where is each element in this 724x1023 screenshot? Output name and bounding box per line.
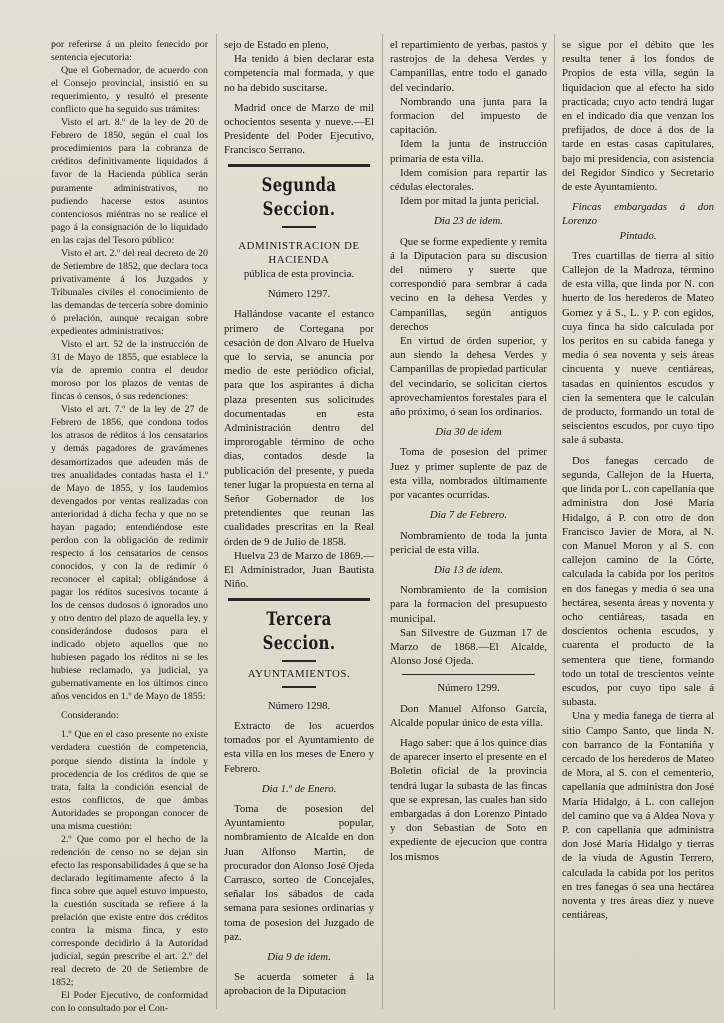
paragraph: Nombramiento de la comision para la formacion del presupuesto municipal. [390,584,547,625]
notice-number: Número 1298. [267,699,331,712]
section-title: Tercera Seccion. [262,607,336,654]
column-rule [216,34,217,1009]
column-rule [554,34,555,1009]
ayuntamientos-title: AYUNTAMIENTOS. [247,667,351,680]
paragraph: Visto el art. 52 de la instrucción de 31 de Mayo de 1855, que establece la vía de apremio contra el deudor moroso por los plazos de ventas de fincas ó censos, ó sus redenciones: [51,339,208,403]
paragraph: Dos fanegas cercado de segunda, Callejon de la Huerta, que linda por L. con capellanía que administra don José María Hidalgo, á P. con otro de don Francisco Javier de Mora, al N. con Manuel Moron y al S. con callejon camino de la Córte, calculada la cabida por los peritos en dos fanegas y media ó sea una hectárea, sesenta áreas y noventa y ocho centiáreas, tasada en doscientos ochenta escudos, y cuarenta el producto de la sementera que tiene, formando todo un total de trescientos veinte escudos, por cuyo tipo sale á subasta. [562,454,714,709]
signature-paragraph: Huelva 23 de Marzo de 1869.—El Administrador, Juan Bautista Niño. [224,549,374,591]
divider [282,660,316,662]
paragraph: Ha tenido á bien declarar esta competencia mal formada, y que no ha debido suscitarse. [224,53,374,94]
paragraph: Extracto de los acuerdos tomados por el Ayuntamiento de esta villa en los meses de Enero y Febrero. [224,719,374,775]
date-heading: Dia 13 de idem. [434,563,503,576]
section-rule [228,164,370,167]
paragraph: Visto el art. 2.º del real decreto de 20 de Setiembre de 1852, que declara toca privativamente á los Juzgados y Tribunales civiles el conocimiento de las demandas de tercería sobre dominio ó prelación, aunque recaigan sobre expedientes administrativos: [51,247,208,338]
paragraph: Idem comision para repartir las cédulas electorales. [390,166,547,194]
paragraph: 1.º Que en el caso presente no existe verdadera cuestión de competencia, porque siendo distinta la índole y procedencia de los créditos de que se trata, falta la condición esencial de estos conflictos, de que ámbas Autoridades se propongan conocer de una misma cuestión: [51,729,208,832]
column-2 [224,38,374,999]
paragraph: El Poder Ejecutivo, de conformidad con lo consultado por el Con- [51,990,208,1015]
section-rule [228,598,370,601]
column-rule [382,34,383,1009]
paragraph: Don Manuel Alfonso García, Alcalde popular único de esta villa. [390,702,547,729]
divider [282,686,316,688]
divider [282,226,316,228]
date-heading: Dia 1.º de Enero. [261,782,337,795]
paragraph: Que se forme expediente y remita á la Diputacion para su discusion del número y suerte que correspondió para sembrar á cada vecino en la dehesa Verdes y Campanillas, según antiguos derechos [390,235,547,333]
column-3 [390,38,547,864]
notice-number: Número 1299. [437,682,500,695]
paragraph: Que el Gobernador, de acuerdo con el Consejo provincial, insistió en su requerimiento, y resultó el presente conflicto que ha seguido sus trámites: [51,65,208,116]
paragraph: 2.º Que como por el hecho de la redención de censo no se dejan sin efecto las responsabilidades á que se ha declarado legítimamente afecto á la finca sobre que aquel estuvo impuesto, la cuestión suscitada se refiere á la prelación que existe entre dos créditos contra la misma finca, y esto corresponde decidirlo á la Autoridad judicial, según prescribe el art. 2.º del real decreto de 20 de Setiembre de 1852; [51,833,208,989]
date-heading: Dia 7 de Febrero. [429,509,508,522]
paragraph: Idem por mitad la junta pericial. [400,195,540,208]
paragraph: Una y media fanega de tierra al sitio Campo Santo, que linda N. con barranco de la Fontaniña y cercado de los herederos de Mateo de Mora, al S. con el cementerio, capellanía que administra don José María Hidalgo, á L. con callejon del camino que va á Aldea Nova y P. con capellanía que administra don José María Hidalgo y tierras de la viuda de Agustin Terrero, calculada la cabida por los peritos en tres fanegas ó sea una hectárea noventa y tres áreas diez y nueve centiáreas, [562,710,714,922]
paragraph: Nombramiento de toda la junta pericial de esta villa. [390,529,547,556]
signature-paragraph: Madrid once de Marzo de mil ochocientos sesenta y nueve.—El Presidente del Poder Ejecutivo, Francisco Serrano. [224,101,374,157]
paragraph: Nombrando una junta para la formacion del impuesto de capitación. [390,95,547,137]
paragraph: por referirse á un pleito fenecido por sentencia ejecutoria: [51,39,208,64]
date-heading: Dia 30 de idem [435,426,502,439]
admin-title: ADMINISTRACION DE HACIENDA [238,239,360,266]
paragraph: el repartimiento de yerbas, pastos y rastrojos de la dehesa Verdes y Campanillas, entre todo el ganado del vecindario. [390,39,547,94]
paragraph: Se acuerda someter á la aprobacion de la Diputacion [224,971,374,998]
notice-number: Número 1297. [267,288,331,301]
signature-paragraph: San Silvestre de Guzman 17 de Marzo de 1868.—El Alcalde, Alonso José Ojeda. [390,626,547,668]
paragraph: Visto el art. 8.º de la ley de 20 de Febrero de 1850, según el cual los procedimientos para la cobranza de créditos definitivamente liquidados á favor de la Hacienda pública serán puramente administrativos, no pudiendo hacerse estos asuntos contenciosos miéntras no se realice el pago á la consignación de lo liquidado en las cajas del Tesoro público: [51,117,208,246]
paragraph: En virtud de órden superior, y aun siendo la dehesa Verdes y Campanillas de propiedad particular del vecindario, se solicitan ciertos aprovechamientos forestales para el año próximo, ó sean los ordinarios. [390,335,547,419]
paragraph: Hallándose vacante el estanco primero de Cortegana por cesación de don Alvaro de Huelva que lo servia, se anuncia por medio de este periódico oficial, para que los aspirantes á dicha plaza presenten sus solicitudes documentadas en esta Administración dentro del improrogable término de ocho dias, contados desde la publicación del presente, y pueda tener lugar la propuesta en terna al Señor Gobernador de los pretendientes que reunan las cualidades prescritas en la Real órden de 9 de Julio de 1858. [224,308,374,548]
column-1 [51,38,208,1015]
paragraph: se sigue por el débito que les resulta tener á los fondos de Propios de esta villa, según la liquidacion que al efecto ha sido practicada; cuyo acto tendrá lugar en el indicado dia que venzan los prefijados, de doce á dos de la tarde en estas casas capitulares, bajo mi presidencia, con asistencia del Regidor Síndico y Secretario de este Ayuntamiento. [562,39,714,194]
considerando-heading: Considerando: [61,710,119,722]
admin-subtitle: pública de esta provincia. [243,268,355,281]
paragraph: Visto el art. 7.º de la ley de 27 de Febrero de 1856, que condona todos los atrasos de réditos á los censatarios y demás pagadores de gravámenes desamortizados que adeuden más de tres anualidades contadas hasta el 1.º de Mayo de 1855, y los laudemios devengados por ventas realizadas con anterioridad á dicha fecha y que no se hayan pagado; entendiéndose este perdon con la obligación de redimir respecto á los censatarios de censos conocidos, y con la de redimir ó reconocer el capital; obligándose á pagar los réditos sucesivos tocante á los de censos dudosos ó ignorados uno y otro dentro del plazo de aquella ley, y considerándose dudosos para el indicado objeto aquellos que no hubiesen pagado los réditos ni se les hubiese reclamado, ya judicial, ya gubernativamente en los últimos cinco años vencidos en 1.º de Mayo de 1855: [51,404,208,703]
date-heading: Dia 23 de idem. [434,215,503,228]
paragraph: sejo de Estado en pleno, [224,39,329,51]
paragraph: Idem la junta de instrucción primaria de esta villa. [390,138,547,165]
date-heading: Dia 9 de idem. [267,950,331,963]
paragraph: Tres cuartillas de tierra al sitio Callejon de la Madroza, término de esta villa, que linda por N. con huerto de los herederos de Mateo Gomez y á S., L. y P. con egidos, cuya finca ha sido calculada por los peritos en su cabida fanega y media ó sea noventa y seis áreas cincuenta y nueve centiáreas, tasadas en quinientos escudos y cien la sementera que le calculan de producto, formando un total de seiscientos escudos, por cuyo tipo sale á subasta. [562,249,714,447]
fincas-heading-name: Pintado. [619,229,657,242]
divider [402,674,535,675]
column-4 [562,38,714,922]
paragraph: Toma de posesion del primer Juez y primer suplente de paz de esta villa, nombrados últimamente por vacantes ocurridas. [390,446,547,502]
section-title: Segunda Seccion. [261,173,337,220]
fincas-heading: Fincas embargadas á don Lorenzo [562,201,714,228]
paragraph: Toma de posesion del Ayuntamiento popular, nombramiento de Alcalde en don Juan Alfonso Martin, de procurador don Alonso José Ojeda Carrasco, sorteo de Concejales, señalar los sábados de cada semana para sesiones ordinarias y toma de posesion del Juzgado de paz. [224,802,374,943]
paragraph: Hago saber: que á los quince dias de aparecer inserto el presente en el Boletin oficial de la provincia tendrá lugar la subasta de las fincas que se expresan, las cuales han sido embargadas á don Lorenzo Pintado y don Sebastian de Soto en expediente de ejecucion que contra los mismos [390,736,547,863]
